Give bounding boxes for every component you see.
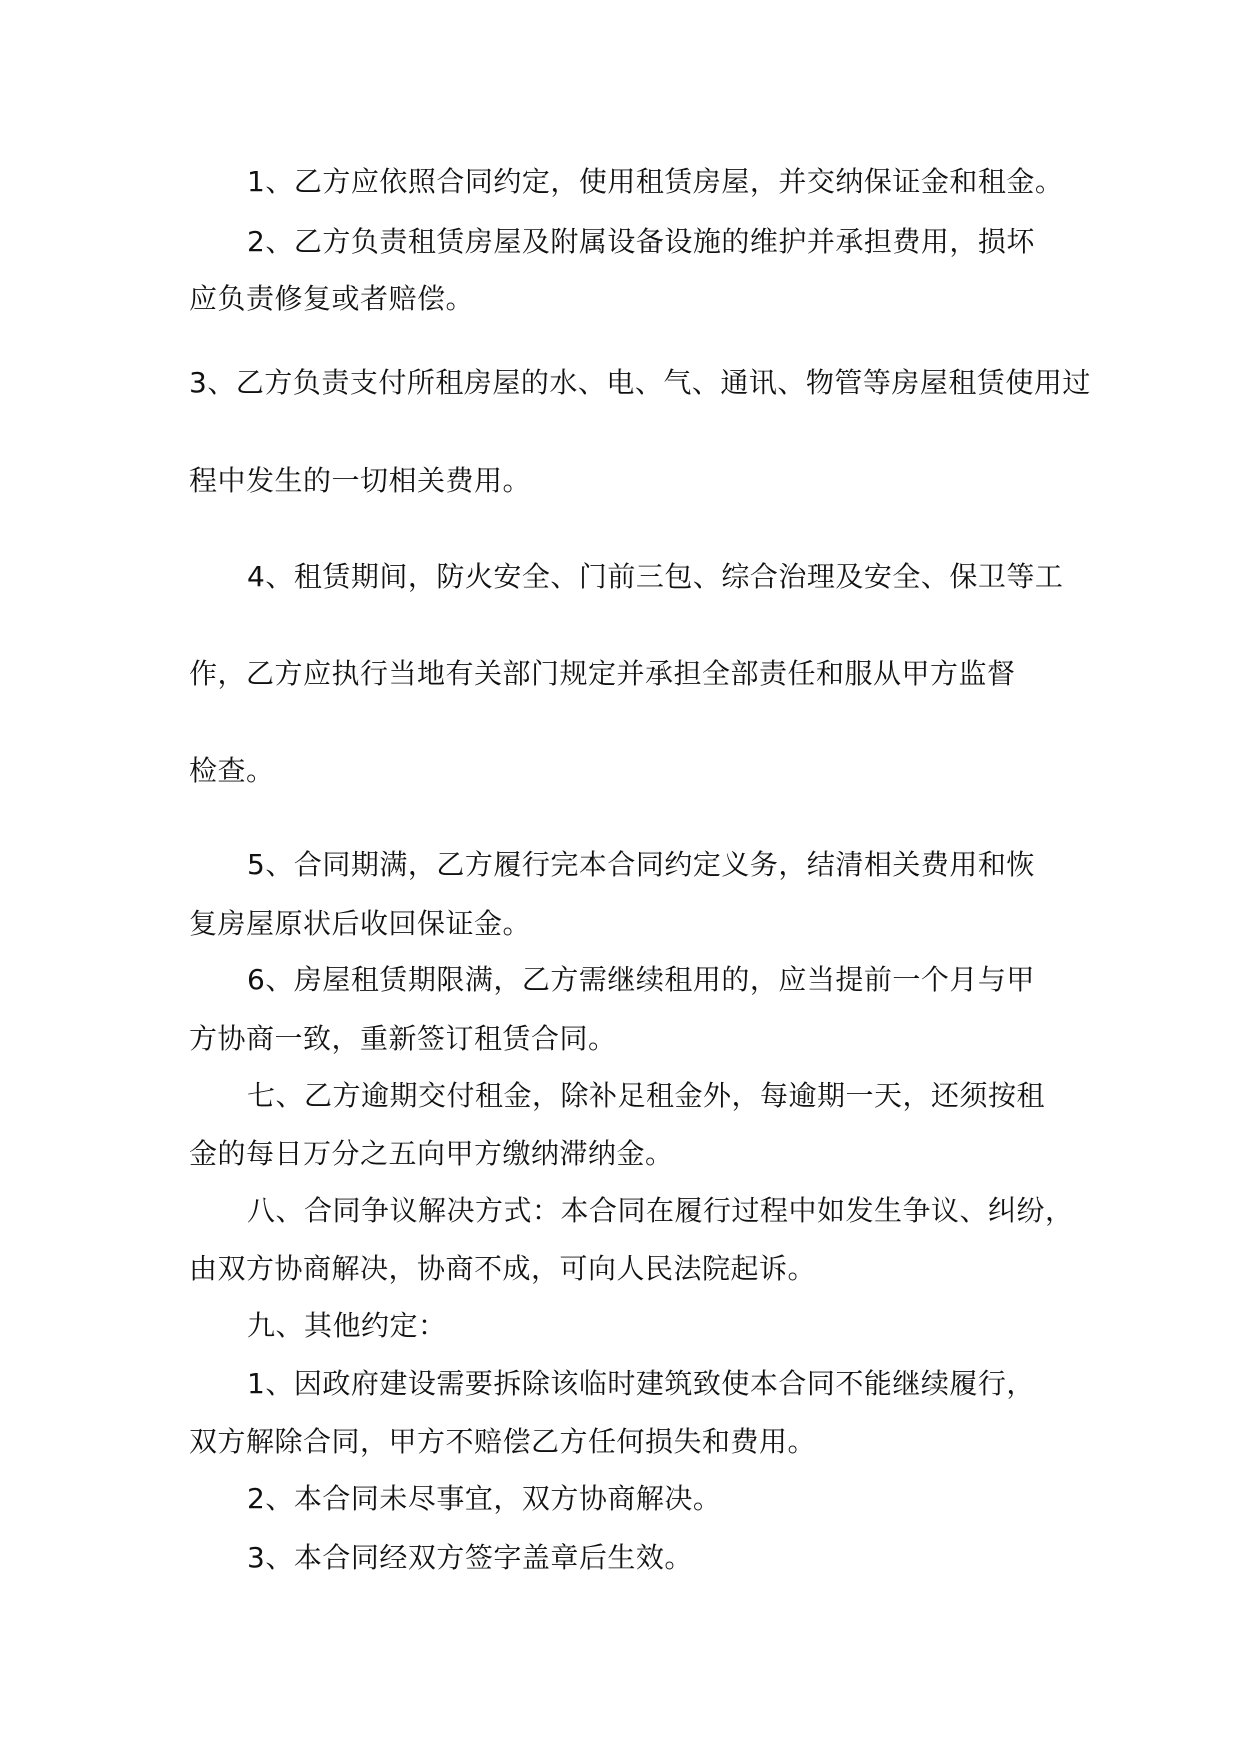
text-line: 九、其他约定： [247,1309,447,1342]
text-line: 1、因政府建设需要拆除该临时建筑致使本合同不能继续履行， [247,1367,1035,1400]
text-line: 检查。 [189,754,275,787]
text-line: 复房屋原状后收回保证金。 [189,907,532,940]
text-line: 方协商一致，重新签订租赁合同。 [189,1022,617,1055]
text-line: 1、乙方应依照合同约定，使用租赁房屋，并交纳保证金和租金。 [247,165,1064,198]
text-line: 6、房屋租赁期限满，乙方需继续租用的，应当提前一个月与甲 [247,963,1035,996]
text-line: 八、合同争议解决方式：本合同在履行过程中如发生争议、纠纷， [247,1194,1074,1227]
text-line: 由双方协商解决，协商不成，可向人民法院起诉。 [189,1252,817,1285]
text-line: 5、合同期满，乙方履行完本合同约定义务，结清相关费用和恢 [247,848,1035,881]
text-line: 2、本合同未尽事宜，双方协商解决。 [247,1482,722,1515]
text-line: 3、本合同经双方签字盖章后生效。 [247,1541,693,1574]
text-line: 程中发生的一切相关费用。 [189,464,532,497]
text-line: 4、租赁期间，防火安全、门前三包、综合治理及安全、保卫等工 [247,560,1064,593]
text-line: 应负责修复或者赔偿。 [189,282,475,315]
text-line: 2、乙方负责租赁房屋及附属设备设施的维护并承担费用，损坏 [247,225,1035,258]
text-line: 3、乙方负责支付所租房屋的水、电、气、通讯、物管等房屋租赁使用过 [189,366,1091,399]
text-line: 金的每日万分之五向甲方缴纳滞纳金。 [189,1137,674,1170]
text-line: 七、乙方逾期交付租金，除补足租金外，每逾期一天，还须按租 [247,1079,1046,1112]
text-line: 作，乙方应执行当地有关部门规定并承担全部责任和服从甲方监督 [189,657,1016,690]
text-line: 双方解除合同，甲方不赔偿乙方任何损失和费用。 [189,1425,817,1458]
